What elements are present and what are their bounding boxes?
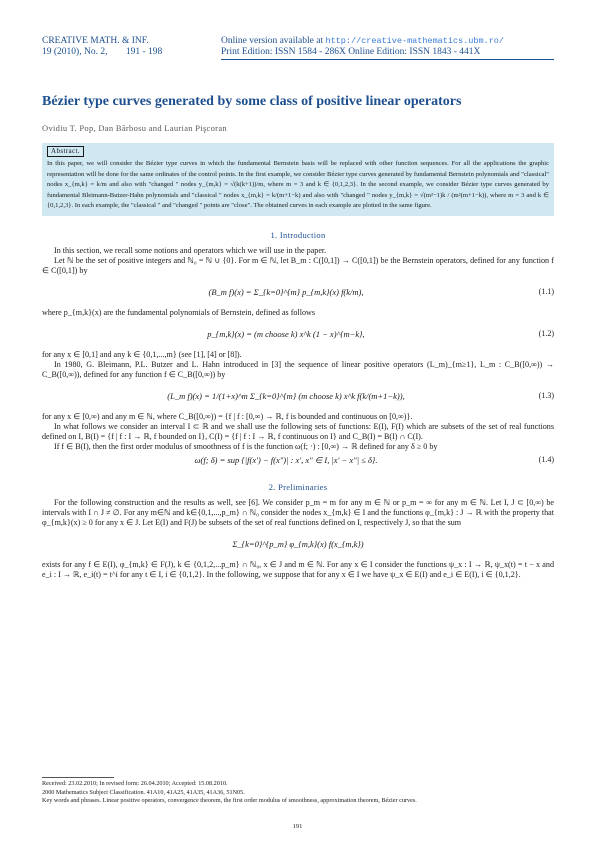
intro-paragraph-5: In 1980, G. Bleimann, P.L. Butzer and L. Hahn introduced in [3] the sequence of linear positive operators (L_m)_{m≥1}, L_m : C_B([0,∞)) → C_B([0,∞)), defined for any function f ∈ C_B([0,∞)) by bbox=[42, 359, 554, 379]
footnote-keywords: Key words and phrases. Linear positive operators, convergence theorem, the first order modulus of smoothness, approximation theorem, Bézier curves. bbox=[42, 797, 417, 805]
intro-paragraph-6: for any x ∈ [0,∞) and any m ∈ ℕ, where C_B([0,∞)) = {f | f : [0,∞) → ℝ, f is bounded and continuous on [0,∞)}. bbox=[42, 411, 413, 421]
journal-info bbox=[42, 36, 162, 58]
online-url-link[interactable]: http://creative-mathematics.ubm.ro/ bbox=[325, 36, 504, 46]
equation-1-1-formula: (B_m f)(x) = Σ_{k=0}^{m} p_{m,k}(x) f(k/m), bbox=[208, 286, 364, 297]
page-number: 191 bbox=[292, 823, 303, 830]
equation-1-2-formula: p_{m,k}(x) = (m choose k) x^k (1 − x)^{m−k}, bbox=[207, 328, 365, 339]
equation-1-1-number: (1.1) bbox=[538, 286, 554, 296]
equation-sum-formula: Σ_{k=0}^{p_m} φ_{m,k}(x) f(x_{m,k}) bbox=[232, 538, 364, 549]
equation-1-1 bbox=[42, 276, 554, 308]
print-edition: Print Edition: ISSN 1584 - 286X Online Edition: ISSN 1843 - 441X bbox=[221, 47, 481, 57]
intro-paragraph-4: for any x ∈ [0,1] and any k ∈ {0,1,...,m} (see [1], [4] or [8]). bbox=[42, 349, 242, 359]
intro-paragraph-1: In this section, we recall some notions and operators which we will use in the paper. bbox=[54, 245, 327, 255]
intro-paragraph-8: If f ∈ B(I), then the first order modulus of smoothness of f is the function ω(f; ·) : [0,∞) → ℝ defined for any δ ≥ 0 by bbox=[54, 441, 438, 451]
equation-sum bbox=[42, 528, 554, 560]
abstract-text: In this paper, we will consider the Bézier type curves in which the fundamental Bernstein basis will be replaced with other function sequences. For all the applications the graphic representation will be done for the same ordinates of the control points. In the first example, we consider Bézier type curves generated by fundamental Bernstein polynomials and "classical" nodes x_{m,k} = k/m and also with "changed " nodes y_{m,k} = √(k(k+1))/m, where m = 3 and k ∈ {0,1,2,3}. In the second example, we consider Bézier type curves generated by fundamental Bleimann-Butzer-Hahn polynomials and "classical " nodes x_{m,k} = k/(m+1−k) and also with "changed " nodes y_{m,k} = √(m²−1)k / (m²(m+1−k)), where m = 3 and k ∈ {0,1,2,3}. In each example, the "classical " and "changed " points are "close". The obtained curves in each example are plotted in the same figure. bbox=[47, 160, 549, 210]
prelim-paragraph-1: For the following construction and the results as well, see [6]. We consider p_m = m for any m ∈ ℕ or p_m = ∞ for any m ∈ ℕ. Let I, J ⊂ [0,∞) be intervals with I ∩ J ≠ ∅. For any m∈ℕ and k∈{0,1,...,p_m} ∩ ℕ₀ consider the nodes x_{m,k} ∈ I and the functions φ_{m,k} : J → ℝ with the property that φ_{m,k}(x) ≥ 0 for any x ∈ J. Let E(I) and F(J) be subsets of the set of real functions defined on I, respectively J, so that the sum bbox=[42, 497, 554, 527]
equation-1-3 bbox=[42, 380, 554, 412]
footnote-block bbox=[42, 780, 554, 806]
issue-number: 19 (2010), No. 2, bbox=[42, 47, 108, 57]
section-heading-preliminaries: 2. Preliminaries bbox=[268, 481, 328, 492]
journal-header bbox=[42, 36, 554, 64]
intro-paragraph-7: In what follows we consider an interval I ⊂ ℝ and we shall use the following sets of functions: E(I), F(I) which are subsets of the set of real functions defined on I, B(I) = {f | f : I → ℝ, f bounded on I}, C(I) = {f | f : I → ℝ, f continuous on I} and C_B(I) = B(I) ∩ C(I). bbox=[42, 421, 554, 441]
section-heading-introduction: 1. Introduction bbox=[270, 229, 326, 240]
online-prefix: Online version available at bbox=[221, 36, 324, 46]
equation-1-4-number: (1.4) bbox=[538, 454, 554, 464]
edition-info bbox=[221, 36, 504, 58]
author-list: Ovidiu T. Pop, Dan Bărbosu and Laurian Pişcoran bbox=[42, 123, 227, 133]
header-divider bbox=[221, 59, 554, 60]
prelim-paragraph-2: exists for any f ∈ E(I), φ_{m,k} ∈ F(J), k ∈ {0,1,2,...p_m} ∩ ℕ₀, x ∈ J and m ∈ ℕ. For any x ∈ I consider the functions ψ_x : I → ℝ, ψ_x(t) = t − x and e_i : I → ℝ, e_i(t) = t^i for any t ∈ I, i ∈ {0,1,2}. In the following, we suppose that for any x ∈ I we have ψ_x ∈ E(I) and e_i ∈ E(I), i ∈ {0,1,2}. bbox=[42, 559, 554, 579]
page-range: 191 - 198 bbox=[125, 47, 163, 57]
intro-paragraph-3: where p_{m,k}(x) are the fundamental polynomials of Bernstein, defined as follows bbox=[42, 307, 315, 317]
intro-paragraph-2: Let ℕ be the set of positive integers and ℕ₀ = ℕ ∪ {0}. For m ∈ ℕ, let B_m : C([0,1]) → C([0,1]) be the Bernstein operators, defined for any function f ∈ C([0,1]) by bbox=[42, 255, 554, 275]
footnote-divider bbox=[42, 777, 114, 778]
equation-1-3-number: (1.3) bbox=[538, 390, 554, 400]
footnote-received: Received: 23.02.2010; In revised form: 26.04.2010; Accepted: 15.08.2010. bbox=[42, 780, 228, 787]
paper-page bbox=[42, 36, 554, 580]
equation-1-3-formula: (L_m f)(x) = 1/(1+x)^m Σ_{k=0}^{m} (m choose k) x^k f(k/(m+1−k)), bbox=[167, 390, 405, 401]
equation-1-2 bbox=[42, 318, 554, 350]
equation-1-4 bbox=[42, 452, 554, 468]
abstract-box bbox=[42, 143, 554, 216]
paper-title: Bézier type curves generated by some class of positive linear operators bbox=[42, 94, 462, 109]
equation-1-4-formula: ω(f; δ) = sup {|f(x′) − f(x″)| : x′, x″ ∈ I, |x′ − x″| ≤ δ}. bbox=[194, 454, 378, 465]
equation-1-2-number: (1.2) bbox=[538, 328, 554, 338]
abstract-label: Abstract. bbox=[47, 146, 84, 157]
footnote-msc: 2000 Mathematics Subject Classification. 41A10, 41A25, 41A35, 41A36, 51N05. bbox=[42, 788, 245, 796]
journal-issue bbox=[42, 47, 162, 58]
journal-name: CREATIVE MATH. & INF. bbox=[42, 36, 149, 46]
